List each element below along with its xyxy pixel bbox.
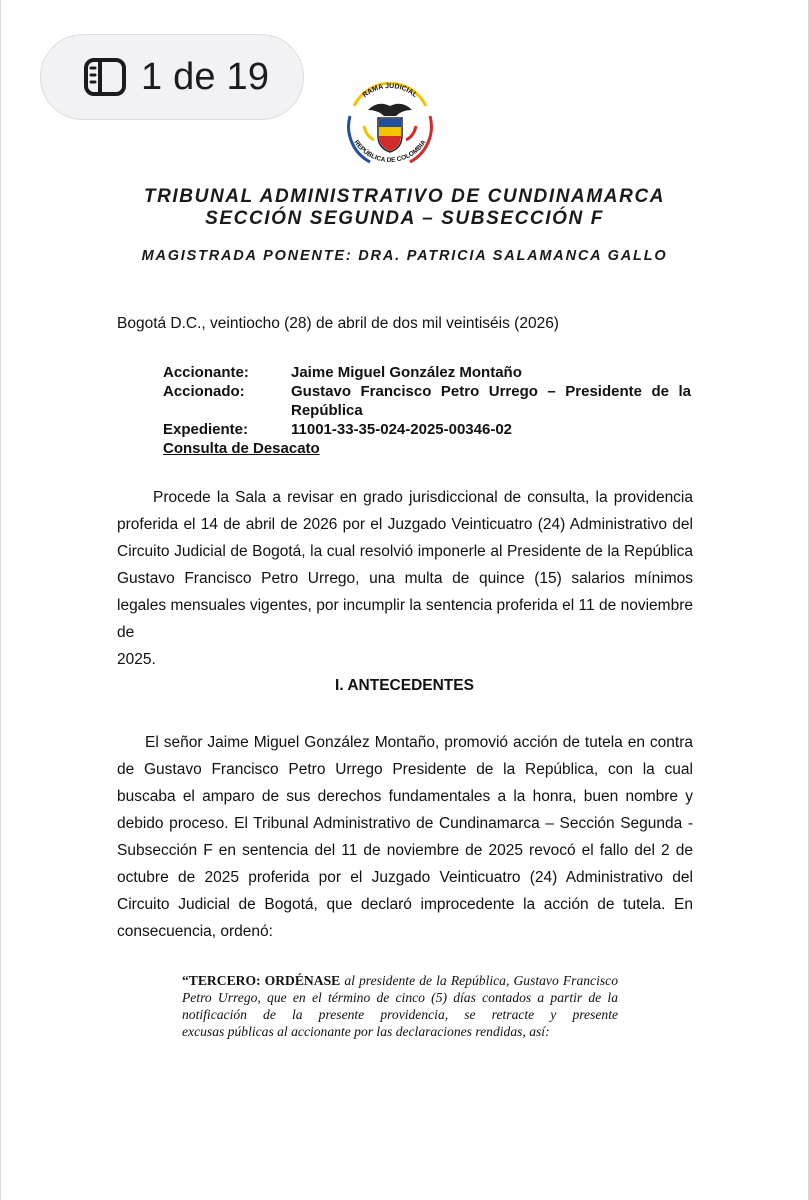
antecedentes-paragraph-last-line: consecuencia, ordenó: [117, 923, 273, 940]
expediente-value: 11001-33-35-024-2025-00346-02 [291, 421, 513, 438]
quoted-order-last-line: excusas públicas al accionante por las declaraciones rendidas, así: [182, 1024, 550, 1039]
quoted-order-body: al presidente de la República, Gustavo Francisco Petro Urrego, que en el término de cinco (5) días contados a partir de la notificación de la presente providencia, se retracte y presente [182, 973, 618, 1022]
page-indicator-button[interactable] [40, 34, 304, 120]
magistrate-line: MAGISTRADA PONENTE: DRA. PATRICIA SALAMANCA GALLO [141, 248, 668, 264]
case-type: Consulta de Desacato [163, 440, 320, 457]
place-date: Bogotá D.C., veintiocho (28) de abril de dos mil veintiséis (2026) [117, 315, 559, 332]
case-row-expediente [163, 420, 691, 439]
accionante-value: Jaime Miguel González Montaño [291, 364, 522, 381]
sidebar-thumbnails-icon [83, 57, 127, 97]
intro-paragraph-body: Procede la Sala a revisar en grado jurisdiccional de consulta, la providencia proferida el 14 de abril de 2026 por el Juzgado Veinticuatro (24) Administrativo del Circuito Judicial de Bogotá, la cual resolvió imponerle al Presidente de la República Gustavo Francisco Petro Urrego, una multa de quince (15) salarios mínimos legales mensuales vigentes, por incumplir la sentencia proferida el 11 de noviembre de [117, 489, 693, 641]
section-subtitle: SECCIÓN SEGUNDA – SUBSECCIÓN F [205, 208, 604, 229]
case-info [163, 363, 691, 458]
case-row-accionante [163, 363, 691, 382]
case-row-tipo [163, 439, 691, 458]
intro-paragraph [117, 484, 693, 673]
accionante-label: Accionante: [163, 364, 249, 381]
expediente-label: Expediente: [163, 421, 249, 438]
accionado-line-2: República [291, 402, 363, 419]
svg-text:REPÚBLICA DE COLOMBIA: REPÚBLICA DE COLOMBIA [352, 139, 428, 165]
case-row-accionado [163, 382, 691, 420]
antecedentes-paragraph [117, 729, 693, 945]
rama-judicial-seal [340, 76, 440, 172]
court-title: TRIBUNAL ADMINISTRATIVO DE CUNDINAMARCA [143, 186, 666, 207]
page-indicator-label: 1 de 19 [141, 55, 270, 98]
quoted-order [182, 972, 618, 1040]
accionado-value [291, 382, 691, 420]
quoted-order-lead: “TERCERO: ORDÉNASE [182, 973, 341, 988]
intro-paragraph-last-line: 2025. [117, 651, 156, 668]
svg-text:RAMA JUDICIAL: RAMA JUDICIAL [361, 82, 419, 100]
accionado-label: Accionado: [163, 383, 245, 400]
antecedentes-paragraph-body: El señor Jaime Miguel González Montaño, promovió acción de tutela en contra de Gustavo Francisco Petro Urrego Presidente de la República, con la cual buscaba el amparo de sus derechos fundamentales a la honra, buen nombre y debido proceso. El Tribunal Administrativo de Cundinamarca – Sección Segunda - Subsección F en sentencia del 11 de noviembre de 2025 revocó el fallo del 2 de octubre de 2025 proferida por el Juzgado Veinticuatro (24) Administrativo del Circuito Judicial de Bogotá, que declaró improcedente la acción de tutela. En [117, 734, 693, 913]
section-heading-antecedentes: I. ANTECEDENTES [335, 677, 474, 694]
accionado-line-1: Gustavo Francisco Petro Urrego – Presidente de la [291, 383, 691, 400]
